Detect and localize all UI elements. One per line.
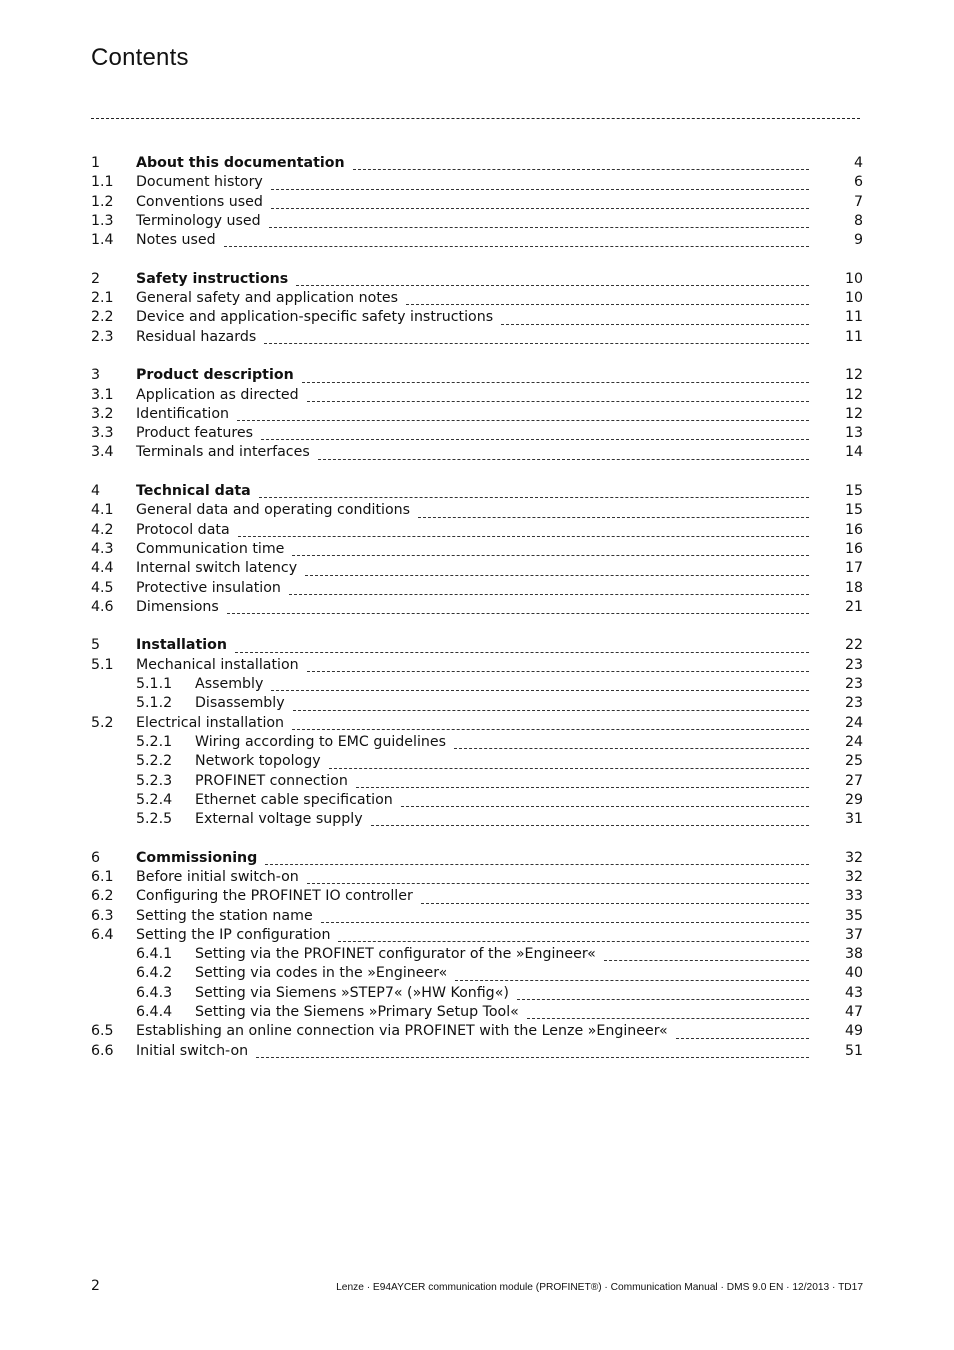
toc-entry-page[interactable]: 49: [844, 1023, 863, 1040]
toc-entry-number: 3.4: [91, 444, 114, 461]
toc-entry-page[interactable]: 8: [853, 212, 863, 229]
toc-entry-page[interactable]: 23: [844, 695, 863, 712]
toc-entry-number: 6.4.4: [136, 1004, 173, 1021]
toc-dot-leader: [292, 540, 809, 559]
toc-entry-number: 4.4: [91, 560, 114, 577]
toc-entry-page[interactable]: 27: [844, 772, 863, 789]
toc-entry-title[interactable]: Electrical installation: [136, 714, 285, 731]
toc-entry-page[interactable]: 37: [844, 926, 863, 943]
toc-dot-leader: [527, 1003, 809, 1022]
toc-entry[interactable]: [91, 501, 863, 520]
toc-entry[interactable]: [91, 1042, 863, 1061]
toc-dot-leader: [235, 636, 809, 655]
toc-entry[interactable]: [91, 308, 863, 327]
toc-dot-leader: [237, 405, 809, 424]
toc-entry[interactable]: [91, 926, 863, 945]
toc-dot-leader: [271, 675, 809, 694]
toc-entry-title[interactable]: Protocol data: [136, 521, 230, 538]
toc-entry[interactable]: [91, 289, 863, 308]
toc-entry-page[interactable]: 21: [844, 598, 863, 615]
toc-entry-title[interactable]: Assembly: [195, 676, 264, 693]
toc-dot-leader: [269, 212, 809, 231]
toc-entry-number: 6.4.1: [136, 946, 173, 963]
toc-entry-number: 2.2: [91, 309, 114, 326]
toc-entry-number: 6.5: [91, 1023, 114, 1040]
toc-entry-page[interactable]: 38: [844, 946, 863, 963]
toc-entry-page[interactable]: 24: [844, 733, 863, 750]
toc-entry[interactable]: [91, 328, 863, 347]
toc-dot-leader: [321, 907, 809, 926]
toc-entry[interactable]: [91, 849, 863, 868]
toc-entry-title[interactable]: Residual hazards: [136, 328, 257, 345]
toc-entry-title[interactable]: Document history: [136, 174, 263, 191]
toc-entry-title[interactable]: About this documentation: [136, 155, 345, 171]
toc-dot-leader: [307, 386, 809, 405]
toc-dot-leader: [318, 443, 809, 462]
toc-dot-leader: [296, 270, 809, 289]
toc-dot-leader: [501, 308, 809, 327]
toc-entry-number: 6.4: [91, 926, 114, 943]
table-of-contents: [91, 154, 863, 1061]
toc-entry-title[interactable]: Safety instructions: [136, 270, 289, 287]
toc-entry-title[interactable]: Setting via Siemens »STEP7« (»HW Konfig«): [195, 984, 509, 1001]
toc-entry-page[interactable]: 11: [844, 328, 863, 345]
toc-entry-title[interactable]: Internal switch latency: [136, 560, 298, 577]
toc-entry-page[interactable]: 13: [844, 425, 863, 442]
toc-entry-number: 4.1: [91, 502, 114, 519]
toc-entry-number: 1.1: [91, 174, 114, 191]
toc-dot-leader: [455, 964, 809, 983]
toc-entry-page[interactable]: 12: [844, 367, 863, 384]
toc-entry[interactable]: [91, 193, 863, 212]
toc-dot-leader: [307, 656, 809, 675]
toc-entry[interactable]: [91, 733, 863, 752]
toc-entry-number: 5.2.1: [136, 733, 173, 750]
toc-dot-leader: [259, 482, 809, 501]
toc-entry-page[interactable]: 16: [844, 540, 863, 557]
toc-entry-number: 4.3: [91, 540, 114, 557]
toc-entry[interactable]: [91, 405, 863, 424]
toc-entry-number: 5.1.2: [136, 695, 173, 712]
toc-dot-leader: [292, 714, 809, 733]
toc-entry-title[interactable]: Device and application-specific safety instructions: [136, 309, 494, 326]
toc-dot-leader: [261, 424, 809, 443]
toc-entry-number: 1.2: [91, 193, 114, 210]
toc-entry-page[interactable]: 10: [844, 290, 863, 307]
toc-entry-title[interactable]: Technical data: [136, 483, 251, 500]
toc-entry-page[interactable]: 23: [844, 656, 863, 673]
toc-entry[interactable]: [91, 154, 863, 173]
toc-entry-page[interactable]: 11: [844, 309, 863, 326]
toc-entry[interactable]: [91, 984, 863, 1003]
toc-entry-number: 5.1.1: [136, 676, 173, 693]
toc-entry-number: 3.3: [91, 425, 114, 442]
toc-entry[interactable]: [91, 1003, 863, 1022]
toc-entry-number: 5.1: [91, 656, 114, 673]
toc-entry[interactable]: [91, 482, 863, 501]
toc-entry[interactable]: [91, 907, 863, 926]
toc-entry-title[interactable]: Before initial switch-on: [136, 868, 299, 885]
header-divider: [91, 118, 860, 119]
toc-dot-leader: [353, 154, 809, 173]
toc-entry-title[interactable]: Product features: [136, 425, 253, 442]
toc-dot-leader: [338, 926, 809, 945]
toc-entry[interactable]: [91, 656, 863, 675]
toc-entry[interactable]: [91, 810, 863, 829]
toc-entry-page[interactable]: 51: [844, 1042, 863, 1059]
toc-dot-leader: [676, 1022, 809, 1041]
toc-entry[interactable]: [91, 424, 863, 443]
toc-entry-title[interactable]: Installation: [136, 637, 227, 654]
toc-entry-number: 4: [91, 483, 101, 500]
toc-entry[interactable]: [91, 598, 863, 617]
toc-entry[interactable]: [91, 868, 863, 887]
toc-entry-page[interactable]: 31: [844, 811, 863, 828]
toc-entry-page[interactable]: 25: [844, 753, 863, 770]
toc-entry-number: 1.3: [91, 212, 114, 229]
toc-entry-title[interactable]: Communication time: [136, 540, 285, 557]
toc-dot-leader: [604, 945, 809, 964]
toc-entry-title[interactable]: Establishing an online connection via PROFINET with the Lenze »Engineer«: [136, 1023, 668, 1040]
toc-entry-page[interactable]: 15: [844, 502, 863, 519]
toc-entry[interactable]: [91, 443, 863, 462]
toc-dot-leader: [307, 868, 809, 887]
toc-entry-title[interactable]: External voltage supply: [195, 811, 363, 828]
toc-dot-leader: [517, 984, 809, 1003]
toc-entry-number: 3: [91, 367, 101, 384]
toc-entry-page[interactable]: 24: [844, 714, 863, 731]
toc-entry-page[interactable]: 10: [844, 270, 863, 287]
toc-entry-number: 5.2.3: [136, 772, 173, 789]
toc-entry-page[interactable]: 32: [844, 849, 863, 866]
toc-entry-number: 5.2.4: [136, 791, 173, 808]
toc-entry[interactable]: [91, 772, 863, 791]
toc-entry-title[interactable]: Identification: [136, 405, 230, 422]
toc-dot-leader: [271, 173, 809, 192]
toc-entry[interactable]: [91, 752, 863, 771]
toc-entry-page[interactable]: 23: [844, 676, 863, 693]
toc-entry[interactable]: [91, 173, 863, 192]
toc-dot-leader: [256, 1042, 809, 1061]
toc-entry-number: 3.1: [91, 386, 114, 403]
toc-entry-title[interactable]: PROFINET connection: [195, 772, 348, 789]
toc-dot-leader: [227, 598, 809, 617]
toc-entry-title[interactable]: Disassembly: [195, 695, 285, 712]
toc-entry-number: 5.2.5: [136, 811, 173, 828]
toc-entry-page[interactable]: 22: [844, 637, 863, 654]
toc-entry-title[interactable]: Terminology used: [136, 212, 261, 229]
toc-entry-title[interactable]: Wiring according to EMC guidelines: [195, 733, 446, 750]
toc-entry-title[interactable]: Network topology: [195, 753, 321, 770]
toc-entry[interactable]: [91, 270, 863, 289]
toc-entry-page[interactable]: 14: [844, 444, 863, 461]
toc-entry-title[interactable]: Terminals and interfaces: [136, 444, 310, 461]
toc-dot-leader: [406, 289, 809, 308]
toc-entry[interactable]: [91, 964, 863, 983]
toc-entry-number: 1: [91, 155, 101, 171]
toc-entry[interactable]: [91, 559, 863, 578]
toc-entry-page[interactable]: 40: [844, 965, 863, 982]
toc-entry-number: 6.3: [91, 907, 114, 924]
toc-entry[interactable]: [91, 212, 863, 231]
toc-dot-leader: [421, 887, 809, 906]
toc-entry[interactable]: [91, 521, 863, 540]
toc-entry-title[interactable]: Application as directed: [136, 386, 299, 403]
toc-entry-page[interactable]: 33: [844, 888, 863, 905]
toc-entry-page[interactable]: 4: [853, 155, 863, 171]
toc-dot-leader: [302, 366, 809, 385]
toc-entry[interactable]: [91, 386, 863, 405]
toc-entry-page[interactable]: 9: [853, 232, 863, 249]
toc-entry-title[interactable]: Product description: [136, 367, 294, 384]
toc-dot-leader: [271, 193, 809, 212]
toc-entry[interactable]: [91, 791, 863, 810]
toc-entry[interactable]: [91, 636, 863, 655]
toc-dot-leader: [356, 772, 809, 791]
toc-entry[interactable]: [91, 1022, 863, 1041]
toc-dot-leader: [401, 791, 809, 810]
toc-entry-page[interactable]: 43: [844, 984, 863, 1001]
toc-entry[interactable]: [91, 694, 863, 713]
toc-entry-title[interactable]: Mechanical installation: [136, 656, 299, 673]
toc-dot-leader: [418, 501, 809, 520]
toc-entry-page[interactable]: 6: [853, 174, 863, 191]
toc-entry-page[interactable]: 18: [844, 579, 863, 596]
toc-entry-page[interactable]: 15: [844, 483, 863, 500]
toc-entry[interactable]: [91, 945, 863, 964]
toc-entry-number: 1.4: [91, 232, 114, 249]
toc-dot-leader: [371, 810, 809, 829]
toc-entry-title[interactable]: Protective insulation: [136, 579, 281, 596]
toc-dot-leader: [289, 579, 809, 598]
toc-entry[interactable]: [91, 887, 863, 906]
toc-dot-leader: [265, 849, 809, 868]
toc-entry-title[interactable]: Dimensions: [136, 598, 219, 615]
toc-entry-number: 2.1: [91, 290, 114, 307]
toc-entry[interactable]: [91, 231, 863, 250]
toc-entry[interactable]: [91, 366, 863, 385]
toc-entry-number: 2.3: [91, 328, 114, 345]
toc-dot-leader: [454, 733, 809, 752]
toc-entry[interactable]: [91, 579, 863, 598]
toc-entry-page[interactable]: 12: [844, 405, 863, 422]
toc-entry-title[interactable]: Notes used: [136, 232, 216, 249]
toc-entry-number: 6.4.2: [136, 965, 173, 982]
toc-entry-title[interactable]: Setting via the PROFINET configurator of the »Engineer«: [195, 946, 596, 963]
toc-entry[interactable]: [91, 540, 863, 559]
toc-entry[interactable]: [91, 714, 863, 733]
toc-entry-number: 5.2.2: [136, 753, 173, 770]
toc-entry-number: 6.4.3: [136, 984, 173, 1001]
toc-entry-number: 4.2: [91, 521, 114, 538]
toc-entry-title[interactable]: Commissioning: [136, 849, 258, 866]
toc-entry[interactable]: [91, 675, 863, 694]
toc-entry-title[interactable]: General data and operating conditions: [136, 502, 411, 519]
toc-entry-number: 6: [91, 849, 101, 866]
toc-dot-leader: [224, 231, 809, 250]
toc-entry-page[interactable]: 7: [853, 193, 863, 210]
toc-entry-title[interactable]: General safety and application notes: [136, 290, 399, 307]
toc-entry-title[interactable]: Setting the IP configuration: [136, 926, 331, 943]
toc-entry-number: 4.6: [91, 598, 114, 615]
toc-entry-title[interactable]: Setting via codes in the »Engineer«: [195, 965, 448, 982]
toc-entry-page[interactable]: 32: [844, 868, 863, 885]
toc-entry-page[interactable]: 47: [844, 1004, 863, 1021]
toc-entry-page[interactable]: 16: [844, 521, 863, 538]
toc-entry-number: 6.6: [91, 1042, 114, 1059]
toc-entry-number: 6.1: [91, 868, 114, 885]
toc-dot-leader: [264, 328, 809, 347]
toc-entry-number: 5.2: [91, 714, 114, 731]
page-title: Contents: [91, 44, 189, 72]
toc-entry-title[interactable]: Setting the station name: [136, 907, 313, 924]
toc-entry-page[interactable]: 29: [844, 791, 863, 808]
footer-page-number: 2: [91, 1278, 100, 1294]
toc-entry-title[interactable]: Configuring the PROFINET IO controller: [136, 888, 413, 905]
toc-entry-page[interactable]: 35: [844, 907, 863, 924]
toc-dot-leader: [305, 559, 809, 578]
toc-entry-number: 3.2: [91, 405, 114, 422]
toc-entry-number: 6.2: [91, 888, 114, 905]
toc-entry-page[interactable]: 12: [844, 386, 863, 403]
toc-entry-title[interactable]: Initial switch-on: [136, 1042, 249, 1059]
toc-entry-number: 2: [91, 270, 101, 287]
toc-dot-leader: [238, 521, 809, 540]
toc-entry-page[interactable]: 17: [844, 560, 863, 577]
toc-dot-leader: [329, 752, 809, 771]
toc-entry-title[interactable]: Setting via the Siemens »Primary Setup Tool«: [195, 1004, 519, 1021]
footer-document-info: Lenze · E94AYCER communication module (PROFINET®) · Communication Manual · DMS 9.0 EN · 12/2013 · TD17: [336, 1282, 863, 1293]
toc-dot-leader: [293, 694, 809, 713]
toc-entry-number: 4.5: [91, 579, 114, 596]
toc-entry-title[interactable]: Ethernet cable specification: [195, 791, 393, 808]
toc-entry-number: 5: [91, 637, 101, 654]
toc-entry-title[interactable]: Conventions used: [136, 193, 263, 210]
